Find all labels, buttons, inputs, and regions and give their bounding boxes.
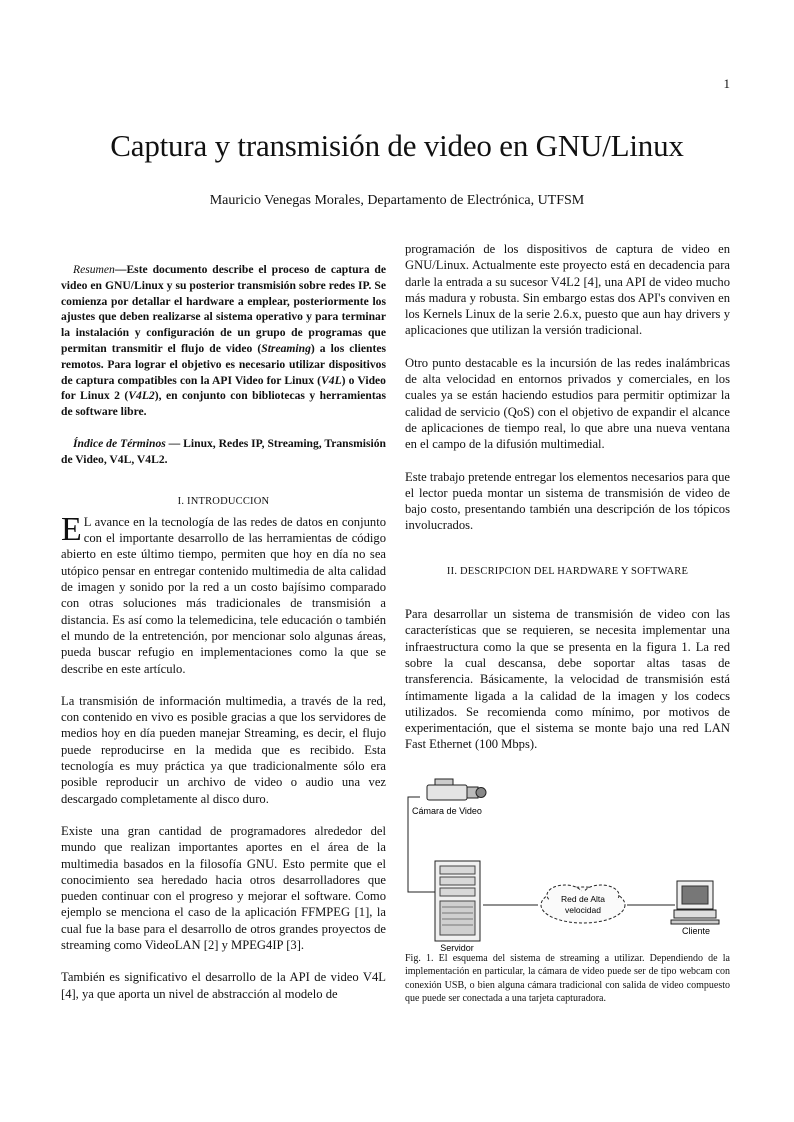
page-number: 1	[723, 76, 730, 91]
intro-paragraph-3: Existe una gran cantidad de programadores alrededor del mundo que realizan importantes aportes en el área de la multimedia basados en la filosofía GNU. Esto permite que el conocimiento sea heredado hacia otros desarrolladores que pueden continuar con el progreso y mejorar el software. Como ejemplo se menciona el caso de la aplicación FFMPEG [1], la cual fue la base para el desarrollo de otros grandes proyectos de streaming como VideoLAN [2] y MPEG4IP [3].	[61, 823, 386, 952]
abstract-lead: Resumen	[73, 263, 115, 276]
figure-caption: Fig. 1. El esquema del sistema de streaming a utilizar. Dependiendo de la implementación en particular, la cámara de video puede ser de tipo webcam con conexión USB, o bien alguna cámara tradicional con salida de video compuesto que puede ser conectada a una tarjeta capturadora.	[405, 952, 730, 1005]
network-cloud-icon	[541, 885, 625, 923]
section-heading-introduction: I. INTRODUCCION	[177, 495, 270, 507]
intro-paragraph-6: Otro punto destacable es la incursión de las redes inalámbricas de alta velocidad en entornos privados y comerciales, en los cuales ya se están haciendo estudios para permitir optimizar la calidad de servicio (QoS) con el objetivo de expandir el alcance de aplicaciones de tiempo real, lo que abre una nueva ventana en el campo de la difusión multimedial.	[405, 355, 730, 452]
server-label: Servidor	[440, 942, 474, 952]
index-terms	[61, 436, 386, 468]
client-label: Cliente	[681, 925, 711, 936]
index-terms-lead: Índice de Términos	[73, 436, 166, 450]
index-terms-text: — Linux, Redes IP, Streaming, Transmisión de Video, V4L, V4L2.	[61, 436, 387, 466]
paper-title: Captura y transmisión de video en GNU/Linux	[110, 128, 684, 163]
left-column	[61, 262, 386, 1018]
figure-1	[405, 777, 730, 952]
right-column	[405, 241, 730, 1006]
abstract-text-3: ) o Video for Linux 2 (	[61, 373, 386, 403]
abstract-v4l2: V4L2	[128, 389, 155, 403]
intro-paragraph-1-text: L avance en la tecnología de las redes de datos en conjunto con el importante desarrollo de las herramientas de código abierto en este último tiempo, permiten que hoy en día no sea utópico pensar en entregar contenido multimedia de alta calidad de imagen y sonido por la red a un costo bajísimo comparado con otras soluciones más tradicionales de transmisión a distancia. Es así como la telemedicina, tele educación o también el mundo de la entretención, por mencionar solo algunas áreas, pueda buscar refugio en implementaciones como la que se describe en este artículo.	[61, 514, 386, 676]
abstract-dash: —	[114, 263, 127, 276]
network-label-line-2: velocidad	[565, 904, 601, 915]
intro-paragraph-5: programación de los dispositivos de captura de video en GNU/Linux. Actualmente este proyecto está en decadencia para darle la entrada a su sucesor V4L2 [4], una API de video mucho más madura y robusta. Sin embargo estas dos API's conviven en los Kernels Linux de la serie 2.6.x, puesto que aun hay drivers y aplicaciones que utilizan la versión tradicional.	[405, 242, 730, 338]
network-label-line-1: Red de Alta	[561, 893, 605, 904]
abstract-text-2: ) a los clientes remotos. Para lograr el objetivo es necesario utilizar dispositivos de captura compatibles con la API Video for Linux (	[61, 341, 386, 387]
intro-paragraph-4: También es significativo el desarrollo de la API de video V4L [4], ya que aporta un nivel de abstracción al modelo de	[61, 970, 386, 1001]
drop-cap: E	[61, 510, 82, 548]
abstract-text-4: ), en conjunto con bibliotecas y herramientas de software libre.	[61, 389, 386, 419]
section-heading-hardware: II. DESCRIPCION DEL HARDWARE Y SOFTWARE	[446, 565, 689, 577]
abstract-v4l: V4L	[321, 373, 342, 387]
camera-icon	[427, 779, 486, 800]
abstract	[61, 262, 386, 420]
intro-paragraph-7: Este trabajo pretende entregar los elementos necesarios para que el lector pueda montar un sistema de transmisión de video de bajo costo, presentando también una descripción de los tópicos involucrados.	[405, 469, 730, 533]
authors-line: Mauricio Venegas Morales, Departamento de Electrónica, UTFSM	[209, 193, 585, 208]
server-icon	[435, 861, 480, 941]
intro-paragraph-1	[61, 510, 386, 677]
system-diagram	[405, 777, 730, 952]
abstract-streaming: Streaming	[261, 341, 311, 355]
abstract-text-1: Este documento describe el proceso de captura de video en GNU/Linux y su posterior transmisión sobre redes IP. Se comienza por detallar el hardware a emplear, posteriormente los ajustes que deben realizarse al sistema operativo y para terminar la instalación y configuración de un grupo de programas que permitan transmitir el flujo de video (	[61, 263, 386, 355]
camera-label: Cámara de Video	[412, 805, 482, 816]
intro-paragraph-2: La transmisión de información multimedia, a través de la red, con contenido en vivo es posible gracias a que los servidores de medios hoy en día pueden manejar Streaming, es decir, el flujo puede reproducirse en la medida que es recibido. Esta tecnología es muy práctica ya que tradicionalmente sólo era posible reproducir un archivo de video o audio una vez descargado completamente al disco duro.	[61, 693, 386, 806]
hardware-paragraph-1: Para desarrollar un sistema de transmisión de video con las características que se requieren, se necesita implementar una infraestructura como la que se presenta en la figura 1. La red sobre la cual descansa, debe soportar altas tasas de transferencia. Básicamente, la velocidad de transmisión está íntimamente ligada a la calidad de la imagen y los codecs utilizados. Se recomienda como mínimo, por motivos de experimentación, que el sistema se monte bajo una red LAN Fast Ethernet (100 Mbps).	[405, 607, 730, 752]
client-computer-icon	[671, 881, 719, 924]
